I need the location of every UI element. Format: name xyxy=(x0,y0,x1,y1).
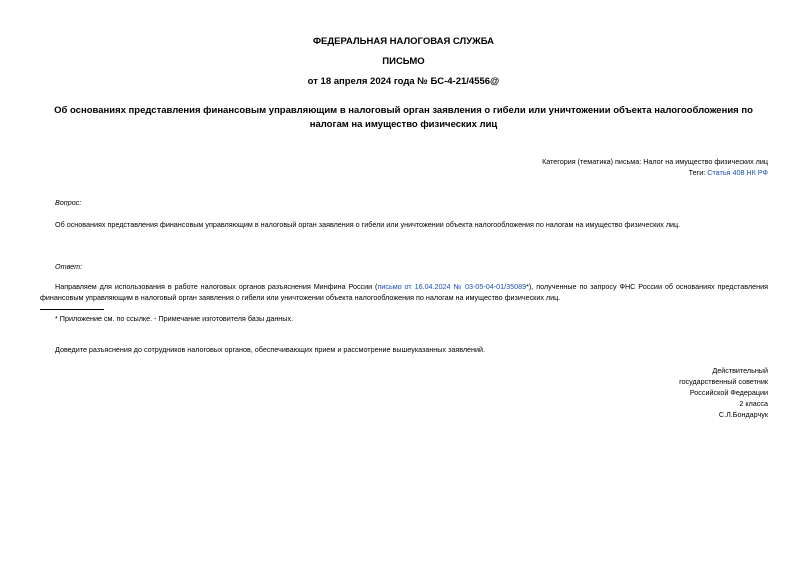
document-type: ПИСЬМО xyxy=(382,56,425,67)
agency-title: ФЕДЕРАЛЬНАЯ НАЛОГОВАЯ СЛУЖБА xyxy=(312,36,495,47)
answer-label: Ответ: xyxy=(55,262,83,271)
answer-text xyxy=(40,281,768,303)
signature-block xyxy=(679,365,768,420)
footnote-divider xyxy=(40,309,104,310)
document-subject: Об основаниях представления финансовым управляющим в налоговый орган заявления о гибели или уничтожении объекта налогообложения по налогам на имущество физических лиц xyxy=(54,105,753,130)
document-date-number: от 18 апреля 2024 года № БС-4-21/4556@ xyxy=(307,76,500,87)
tags-line xyxy=(689,167,768,178)
signature-line-3: Российской Федерации xyxy=(689,388,768,397)
tag-link-article-408[interactable]: Статья 408 НК РФ xyxy=(707,168,768,177)
answer-paragraph xyxy=(40,281,768,303)
question-label: Вопрос: xyxy=(55,198,82,207)
tags-prefix: Теги: xyxy=(688,168,708,177)
signatory-name: С.Л.Бондарчук xyxy=(718,410,768,419)
closing-paragraph: Доведите разъяснения до сотрудников налоговых органов, обеспечивающих прием и рассмотрение вышеуказанных заявлений. xyxy=(55,345,486,354)
question-text: Об основаниях представления финансовым управляющим в налоговый орган заявления о гибели или уничтожении объекта налогообложения по налогам на имущество физических лиц. xyxy=(55,220,681,229)
answer-text-after: *), полученные по запросу ФНС России об основаниях представления финансовым управляющим в налоговый орган заявления о гибели или уничтожении объекта налогообложения по налогам на имущество физических лиц. xyxy=(40,282,768,302)
footnote: * Приложение см. по ссылке. - Примечание изготовителя базы данных. xyxy=(55,314,294,323)
signature-line-2: государственный советник xyxy=(679,377,768,386)
minfin-letter-link[interactable]: письмо от 16.04.2024 № 03-05-04-01/35089 xyxy=(377,282,527,291)
signature-line-4: 2 класса xyxy=(739,399,768,408)
answer-text-before: Направляем для использования в работе налоговых органов разъяснения Минфина России ( xyxy=(55,282,378,291)
category-line: Категория (тематика) письма: Налог на имущество физических лиц xyxy=(542,157,768,166)
signature-line-1: Действительный xyxy=(712,366,768,375)
